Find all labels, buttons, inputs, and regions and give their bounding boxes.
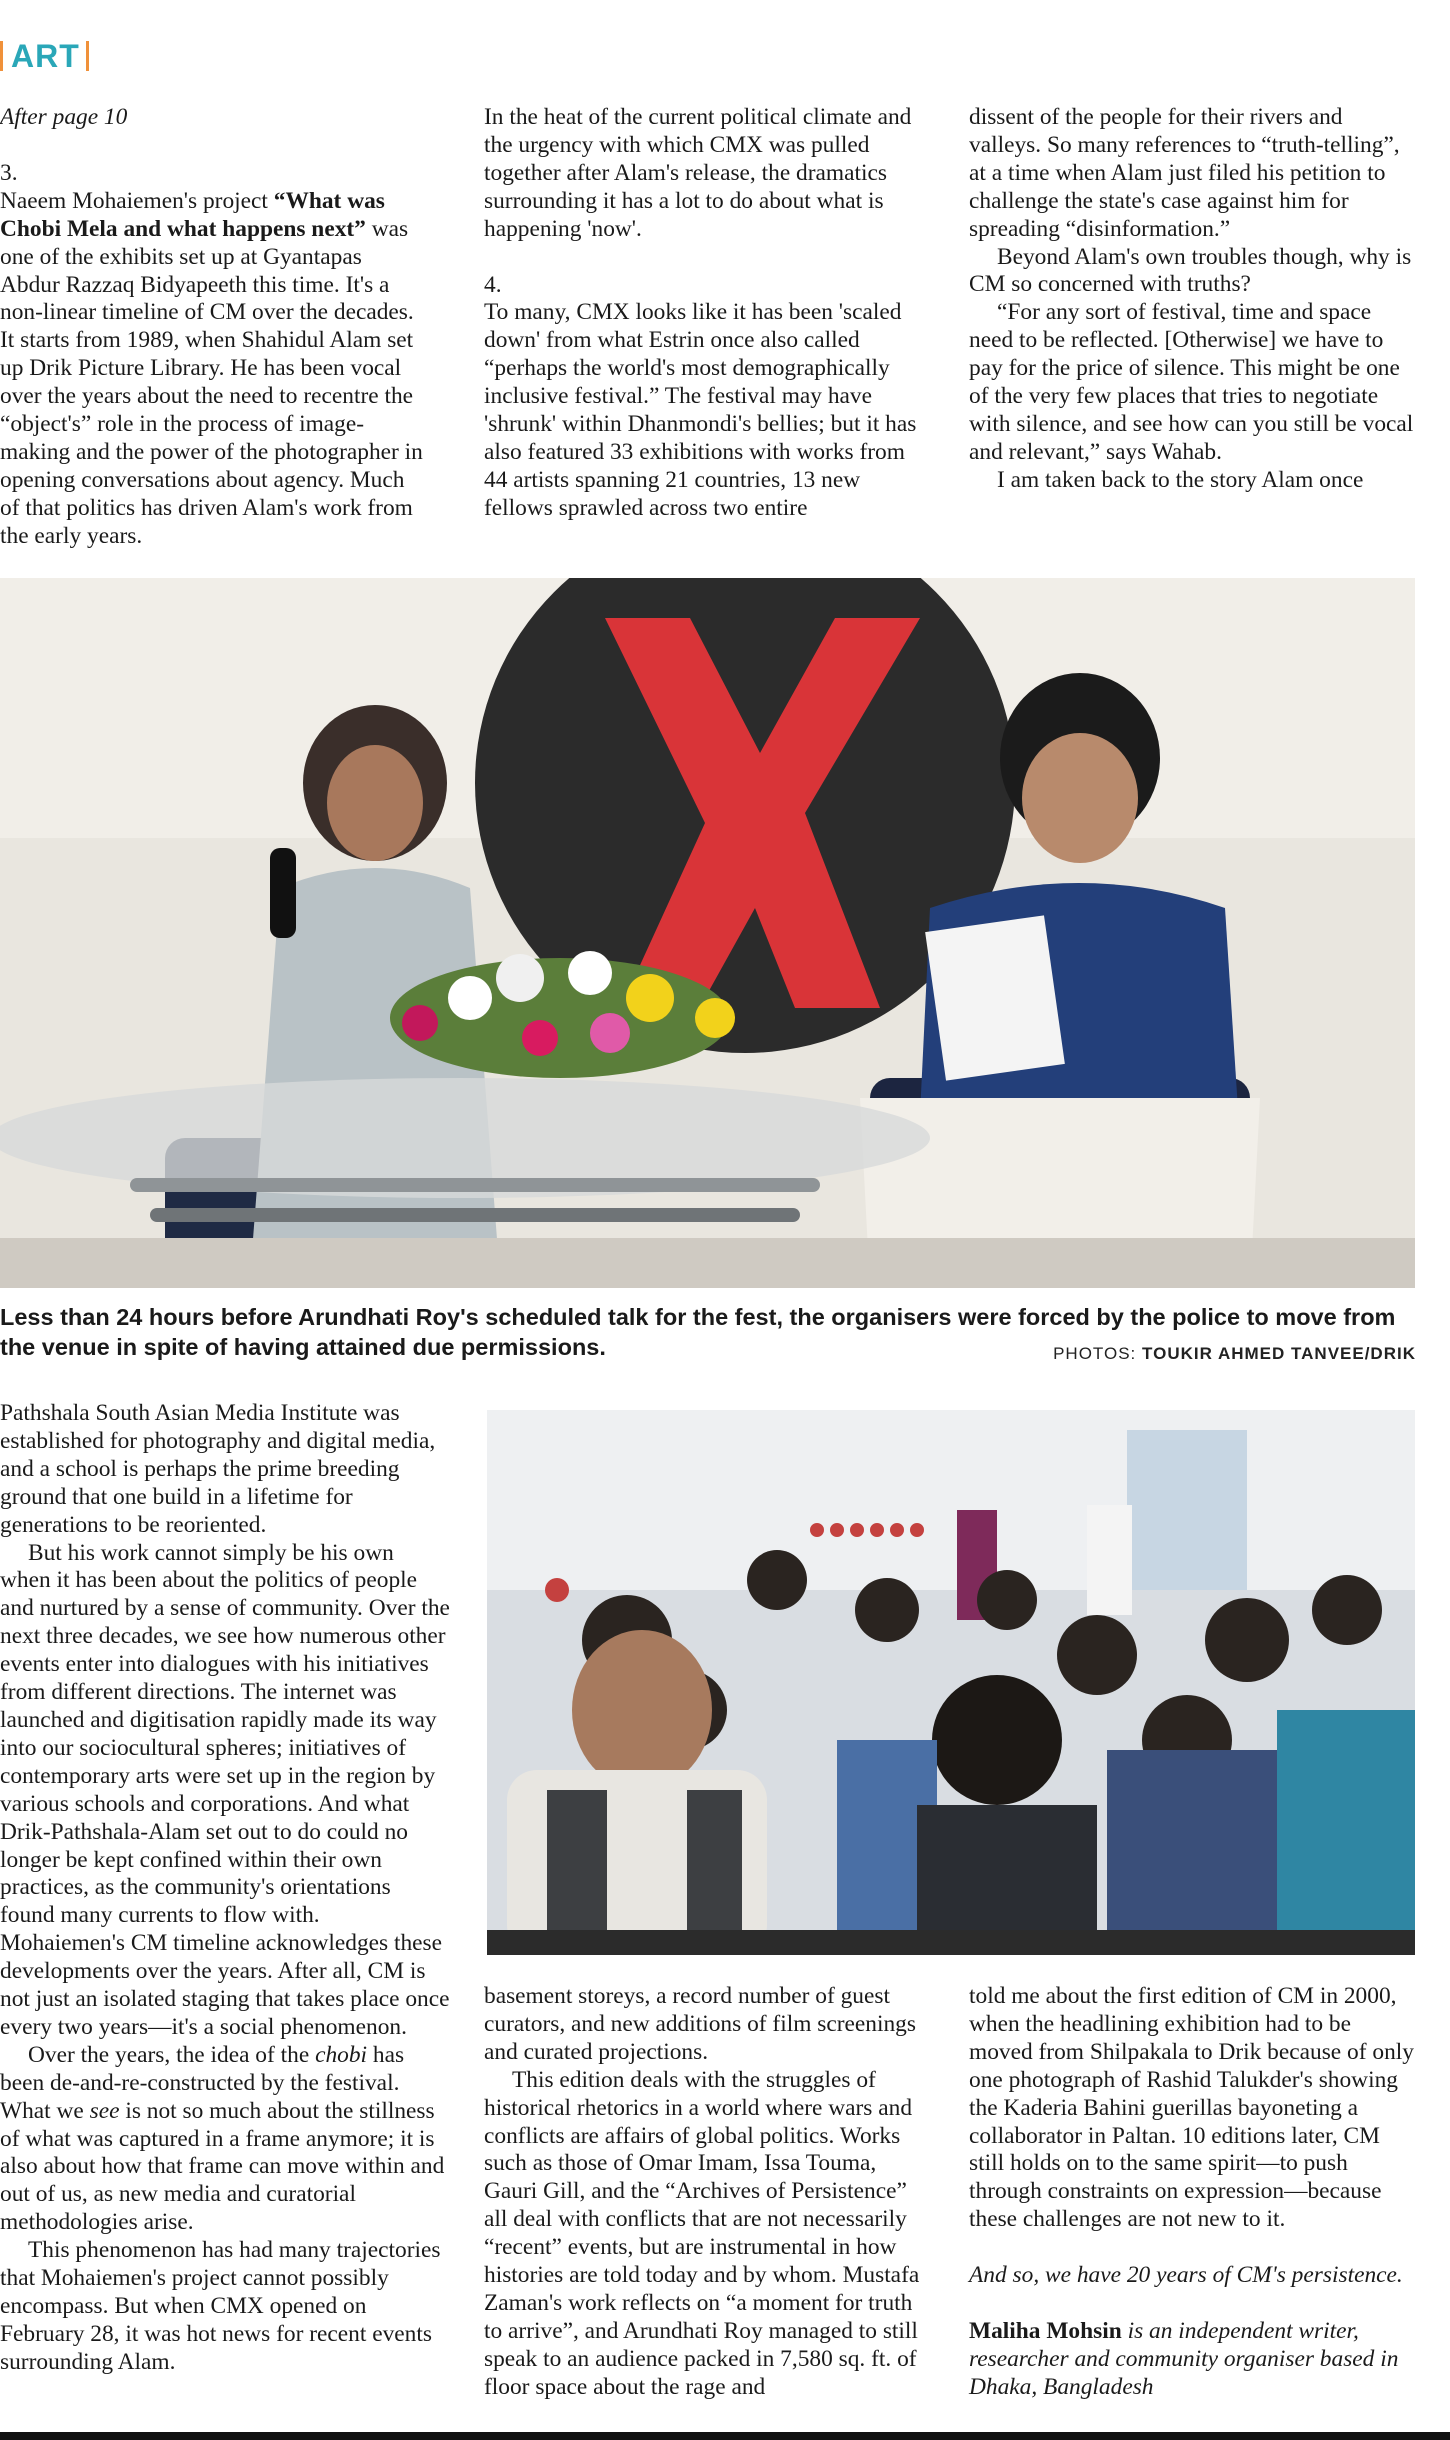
paragraph: Pathshala South Asian Media Institute was established for photography and digital media, and a school is perhaps the prime breeding ground that one build in a lifetime for generations to be reoriented. xyxy=(0,1400,436,1538)
section-tag-bar-left xyxy=(0,41,3,71)
paragraph: In the heat of the current political climate and the urgency with which CMX was pulled together after Alam's release, the dramatics surrounding it has a lot to do about what is happening 'now'. xyxy=(484,104,912,242)
closing-line: And so, we have 20 years of CM's persistence. xyxy=(969,2262,1403,2289)
section-number: 4. xyxy=(484,271,502,298)
project-title: “What was Chobi Mela and what happens next” xyxy=(0,187,385,242)
photo-caption: Less than 24 hours before Arundhati Roy's scheduled talk for the fest, the organisers were forced by the police to move from the venue in spite of having attained due permissions. xyxy=(0,1304,1396,1360)
audience-photo xyxy=(487,1410,1415,1955)
column-2-top xyxy=(484,104,924,523)
photographer-name: TOUKIR AHMED TANVEE/DRIK xyxy=(1142,1344,1416,1363)
paragraph: Naeem Mohaiemen's project “What was Chobi Mela and what happens next” was one of the exhibits set up at Gyantapas Abdur Razzaq Bidyapeeth this time. It's a non-linear timeline of CM over the decades. It starts from 1989, when Shahidul Alam set up Drik Picture Library. He has been vocal over the years about the need to recentre the “object's” role in the process of image-making and the power of the photographer in opening conversations about agency. Much of that politics has driven Alam's work from the early years. xyxy=(0,187,423,549)
column-1-top xyxy=(0,104,425,551)
paragraph: “For any sort of festival, time and space need to be reflected. [Otherwise] we have to pay for the price of silence. This might be one of the very few places that tries to negotiate with silence, and see how can you still be vocal and relevant,” says Wahab. xyxy=(969,299,1414,465)
paragraph: This phenomenon has had many trajectories that Mohaiemen's project cannot possibly encompass. But when CMX opened on February 28, it was hot news for recent events surrounding Alam. xyxy=(0,2237,441,2375)
paragraph: dissent of the people for their rivers and valleys. So many references to “truth-telling”, at a time when Alam just filed his petition to challenge the state's case against him for spreading “disinformation.” xyxy=(969,104,1400,242)
section-tag xyxy=(0,38,89,74)
main-photo xyxy=(0,578,1415,1288)
section-tag-bar-right xyxy=(86,41,89,71)
author-name: Maliha Mohsin xyxy=(969,2318,1122,2345)
paragraph: This edition deals with the struggles of historical rhetorics in a world where wars and conflicts are affairs of global politics. Works such as those of Omar Imam, Issa Touma, Gauri Gill, and the “Archives of Persistence” all deal with conflicts that are not necessarily “recent” events, but are instrumental in how histories are told today and by whom. Mustafa Zaman's work reflects on “a moment for truth to arrive”, and Arundhati Roy managed to still speak to an audience packed in 7,580 sq. ft. of floor space about the rage and xyxy=(484,2066,920,2400)
section-label: ART xyxy=(11,37,80,74)
bottom-rule xyxy=(0,2432,1450,2440)
continued-from-label: After page 10 xyxy=(0,104,128,130)
paragraph: I am taken back to the story Alam once xyxy=(997,466,1364,493)
paragraph: But his work cannot simply be his own when it has been about the politics of people and nurtured by a sense of community. Over the next three decades, we see how numerous other events enter into dialogues with his initiatives from different directions. The internet was launched and digitisation rapidly made its way into our sociocultural spheres; initiatives of contemporary arts were set up in the region by various schools and corporations. And what Drik-Pathshala-Alam set out to do could no longer be kept confined within their own practices, as the community's orientations found many currents to flow with. Mohaiemen's CM timeline acknowledges these developments over the years. After all, CM is not just an isolated staging that takes place once every two years—it's a social phenomenon. xyxy=(0,1539,450,2040)
paragraph: told me about the first edition of CM in 2000, when the headlining exhibition had to be moved from Shilpakala to Drik because of only one photograph of Rashid Talukder's showing the Kaderia Bahini guerillas bayoneting a collaborator in Paltan. 10 editions later, CM still holds on to the same spirit—to push through constraints on expression—because these challenges are not new to it. xyxy=(969,1983,1414,2233)
paragraph: basement storeys, a record number of guest curators, and new additions of film screenings and curated projections. xyxy=(484,1983,916,2065)
photo-credit: PHOTOS: TOUKIR AHMED TANVEE/DRIK xyxy=(1053,1344,1416,1363)
column-3-top xyxy=(969,104,1419,495)
column-1-bottom xyxy=(0,1400,450,2377)
paragraph: To many, CMX looks like it has been 'scaled down' from what Estrin once also called “perhaps the world's most demographically inclusive festival.” The festival may have 'shrunk' within Dhanmondi's bellies; but it has also featured 33 exhibitions with works from 44 artists spanning 21 countries, 13 new fellows sprawled across two entire xyxy=(484,299,917,521)
author-bio: Maliha Mohsin is an independent writer, researcher and community organiser based in Dhaka, Bangladesh xyxy=(969,2318,1399,2400)
section-number: 3. xyxy=(0,159,18,186)
paragraph: Over the years, the idea of the chobi has been de-and-re-constructed by the festival. What we see is not so much about the stillness of what was captured in a frame anymore; it is also about how that frame can move within and out of us, as new media and curatorial methodologies arise. xyxy=(0,2041,445,2236)
column-3-bottom xyxy=(969,1983,1419,2402)
column-2-bottom xyxy=(484,1983,924,2402)
paragraph: Beyond Alam's own troubles though, why is CM so concerned with truths? xyxy=(969,243,1412,298)
